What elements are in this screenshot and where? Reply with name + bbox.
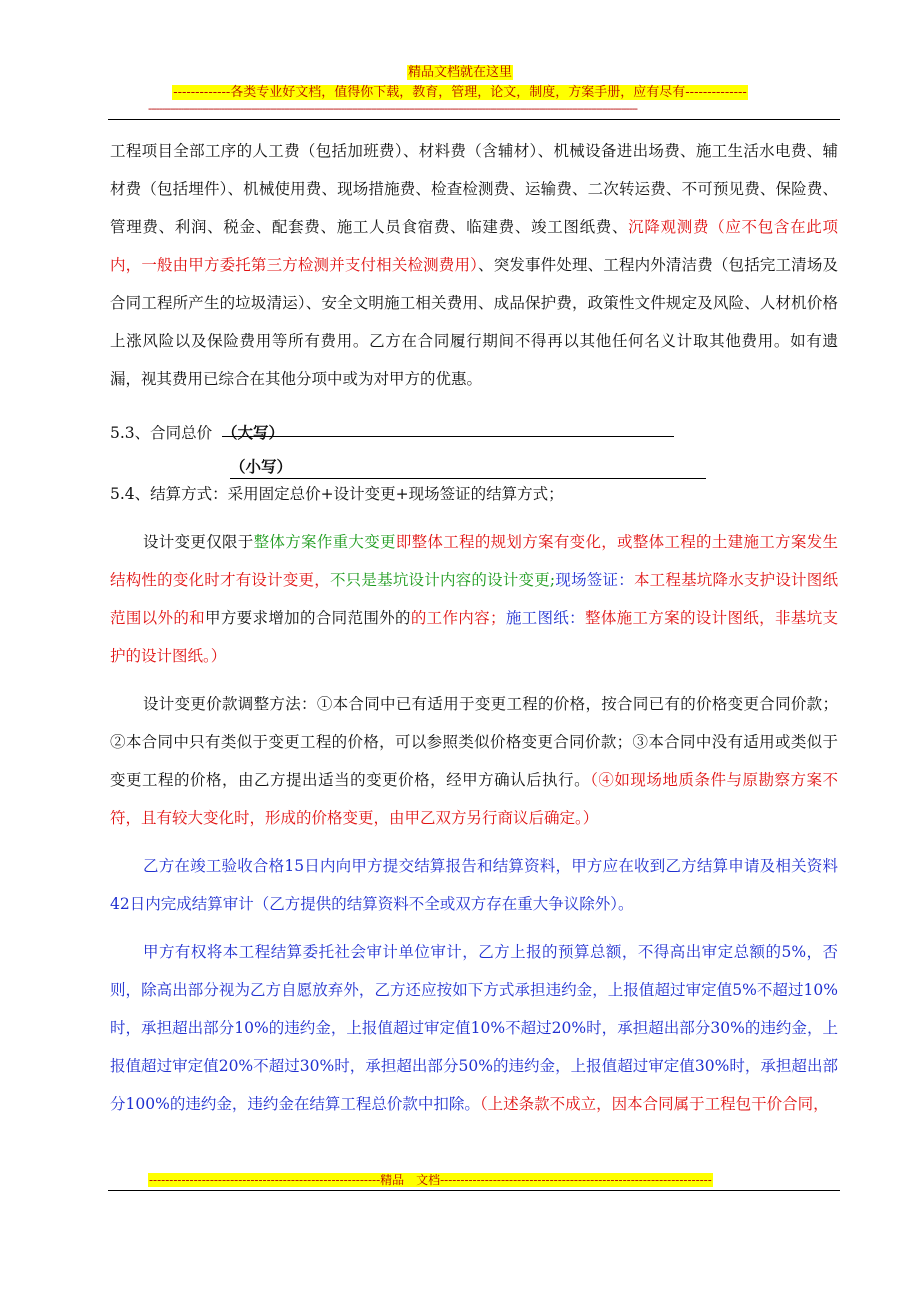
design-text-a: 设计变更仅限于 [143, 533, 254, 551]
audit-penalty-text: 甲方有权将本工程结算委托社会审计单位审计，乙方上报的预算总额，不得高出审定总额的5%，否则，除高出部分视为乙方自愿放弃外，乙方还应按如下方式承担违约金，上报值超过审定值5%不超过10%时，承担超出部分10%的违约金，上报值超过审定值10%不超过20%时，承担超出部分30%的违约金，上报值超过审定值20%不超过30%时，承担超出部分50%的违约金，上报值超过审定值30%时，承担超出部分100%的违约金，违约金在结算工程总价款中扣除。 [110, 943, 838, 1113]
footer-divider [108, 1190, 840, 1191]
footer-banner [148, 1172, 800, 1188]
header-dash-line: ------------------------------------------------------------------------------------------------------------------------------------------------------------------------------------ [148, 103, 638, 115]
design-text-c: 即整体工程的规划方案有变化，或整体工程的土建施工方案发生结构性的变化时才有设计变更， [110, 533, 838, 589]
design-text-j: 整体施工方案的设计图纸，非基坑支护的设计图纸。） [110, 609, 838, 665]
total-lower-field [230, 456, 706, 479]
total-upper-label: （大写） [222, 423, 285, 442]
footer-text: ---------------------------------------------------------精品 文档------------------------------------------------------------------- [149, 1173, 712, 1187]
cost-items-text-1: 工程项目全部工序的人工费（包括加班费）、材料费（含辅材）、机械设备进出场费、施工生活水电费、辅材费（包括埋件）、机械使用费、现场措施费、检查检测费、运输费、二次转运费、不可预见费、保险费、管理费、利润、税金、配套费、施工人员食宿费、临建费、竣工图纸费、 [110, 142, 838, 236]
header-divider [108, 119, 840, 120]
contract-total-label: 5.3、合同总价 [110, 424, 213, 442]
settlement-method: 5.4、结算方式：采用固定总价+设计变更+现场签证的结算方式； [110, 485, 564, 503]
header-subtitle [0, 84, 920, 102]
audit-submission-paragraph: 乙方在竣工验收合格15日内向甲方提交结算报告和结算资料，甲方应在收到乙方结算申请及相关资料42日内完成结算审计（乙方提供的结算资料不全或双方存在重大争议除外）。 [110, 857, 838, 913]
audit-penalty-paragraph [110, 933, 838, 1123]
cost-items-text-2: 、突发事件处理、工程内外清洁费（包括完工清场及合同工程所产生的垃圾清运）、安全文明施工相关费用、成品保护费，政策性文件规定及风险、人材机价格上涨风险以及保险费用等所有费用。乙方在合同履行期间不得再以其他任何名义计取其他费用。如有遗漏，视其费用已综合在其他分项中或为对甲方的优惠。 [110, 256, 838, 388]
design-text-f: 本工程基坑降水支护设计图纸范围以外的和 [110, 571, 838, 627]
price-adjust-note: （④如现场地质条件与原勘察方案不符，且有较大变化时，形成的价格变更，由甲乙双方另行商议后确定。） [110, 771, 838, 827]
cost-items-paragraph [110, 132, 838, 398]
design-text-d: 不只是基坑设计内容的设计变更; [329, 571, 556, 589]
design-text-i: 施工图纸： [505, 609, 585, 627]
total-upper-field [222, 414, 674, 442]
total-lower-label: （小写） [230, 457, 293, 476]
price-adjust-text: 设计变更价款调整方法：①本合同中已有适用于变更工程的价格，按合同已有的价格变更合同价款；②本合同中只有类似于变更工程的价格，可以参照类似价格变更合同价款；③本合同中没有适用或类似于变更工程的价格，由乙方提出适当的变更价格，经甲方确认后执行。 [110, 695, 838, 789]
header-subtitle-text: -------------各类专业好文档，值得你下载，教育，管理，论文，制度，方案手册，应有尽有-------------- [173, 85, 747, 100]
document-body [110, 132, 838, 1123]
design-text-e: 现场签证： [555, 571, 634, 589]
contract-total-upper-row [110, 414, 838, 452]
design-text-b: 整体方案作重大变更 [253, 533, 396, 551]
design-change-paragraph [110, 523, 838, 675]
header-title [0, 64, 920, 82]
contract-total-lower-row [110, 456, 838, 479]
design-text-h: 的工作内容； [410, 609, 506, 627]
settlement-observation-note: 沉降观测费（应不包含在此项内，一般由甲方委托第三方检测并支付相关检测费用） [110, 218, 838, 274]
header-title-text: 精品文档就在这里 [407, 65, 512, 80]
design-text-g: 甲方要求增加的合同范围外的 [205, 609, 411, 627]
audit-penalty-note: （上述条款不成立，因本合同属于工程包干价合同， [479, 1095, 829, 1113]
price-adjust-paragraph [110, 685, 838, 837]
